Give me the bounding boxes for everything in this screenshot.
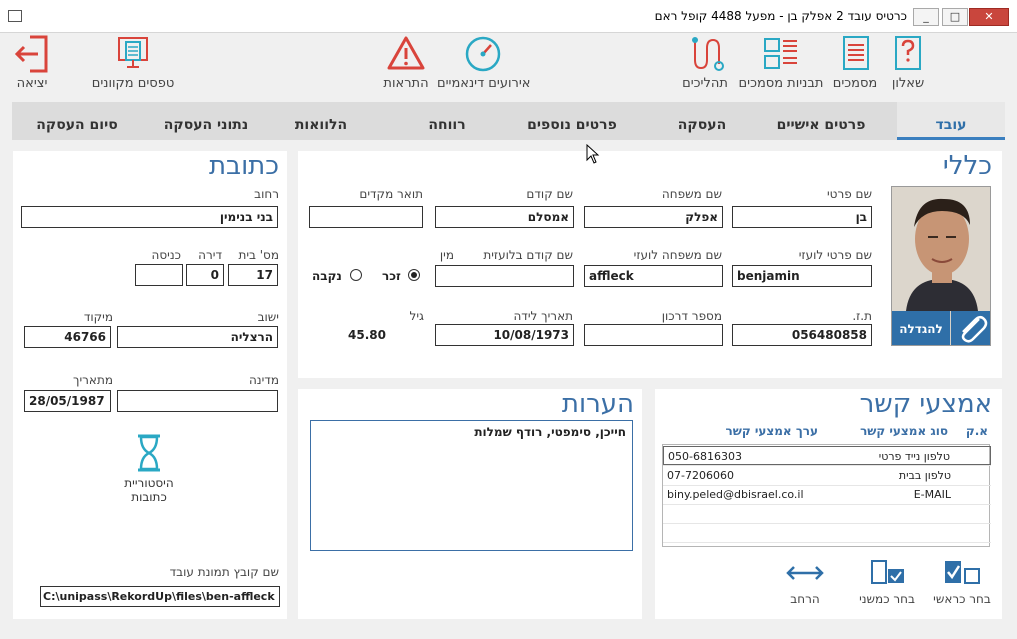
column-header-value: ערך אמצעי קשר — [725, 424, 818, 438]
tab-termination[interactable]: סיום העסקה — [36, 117, 118, 133]
alerts-button[interactable]: התראות — [381, 34, 431, 91]
minimize-button[interactable]: _ — [913, 8, 939, 26]
general-title: כללי — [942, 151, 992, 181]
tab-employee[interactable]: עובד — [897, 102, 1005, 140]
first-name-en-field[interactable]: benjamin — [732, 265, 872, 287]
title-bar — [0, 0, 1017, 33]
city-label: ישוב — [257, 310, 279, 324]
previous-name-field[interactable]: אמסלם — [435, 206, 574, 228]
house-number-label: מס' בית — [238, 248, 279, 262]
entrance-label: כניסה — [151, 248, 181, 262]
address-history-button[interactable]: היסטוריית כתובות — [109, 433, 189, 504]
photo-file-label: שם קובץ תמונת עובד — [169, 565, 279, 579]
window-title: כרטיס עובד 2 אפלק בן - מפעל 4488 קופל ראם — [654, 9, 907, 23]
checkbox-primary-icon — [941, 557, 983, 589]
notes-title: הערות — [561, 389, 634, 419]
tab-loans[interactable]: הלוואות — [294, 117, 348, 133]
apartment-label: דירה — [198, 248, 222, 262]
expand-button[interactable]: הרחב — [783, 557, 827, 606]
first-name-en-label: שם פרטי לועזי — [798, 248, 872, 262]
passport-label: מספר דרכון — [661, 309, 722, 323]
column-header-number: א.ק — [965, 424, 988, 438]
entrance-field[interactable] — [135, 264, 183, 286]
column-header-type: סוג אמצעי קשר — [860, 424, 948, 438]
contacts-title: אמצעי קשר — [859, 389, 992, 419]
country-field[interactable] — [117, 390, 278, 412]
first-name-label: שם פרטי — [826, 187, 872, 201]
tab-employment[interactable]: העסקה — [677, 117, 727, 133]
address-title: כתובת — [208, 151, 279, 181]
age-value: 45.80 — [348, 328, 386, 342]
house-number-field[interactable]: 17 — [228, 264, 278, 286]
previous-name-en-label: שם קודם בלועזית — [483, 248, 573, 262]
prefix-title-field[interactable] — [309, 206, 423, 228]
notes-textarea[interactable]: חייכן, סימפטי, רודף שמלות — [310, 420, 633, 551]
exit-button[interactable]: יציאה — [10, 34, 54, 91]
gauge-icon — [463, 34, 503, 74]
contacts-panel — [655, 389, 1002, 619]
first-name-field[interactable]: בן — [732, 206, 872, 228]
last-name-en-label: שם משפחה לועזי — [633, 248, 722, 262]
process-flow-icon — [685, 34, 725, 74]
address-panel — [13, 151, 287, 619]
table-row[interactable]: 050-6816303 טלפון נייד פרטי — [663, 446, 991, 465]
notes-panel — [298, 389, 642, 619]
warning-icon — [386, 34, 426, 74]
last-name-label: שם משפחה — [661, 187, 722, 201]
country-label: מדינה — [248, 373, 279, 387]
female-label: נקבה — [312, 269, 342, 283]
app-icon — [8, 10, 22, 22]
processes-button[interactable]: תהליכים — [678, 34, 732, 91]
close-button[interactable]: ✕ — [969, 8, 1009, 26]
last-name-en-field[interactable]: affleck — [584, 265, 723, 287]
id-number-label: ת.ז. — [852, 309, 872, 323]
exit-icon — [14, 34, 50, 74]
zip-label: מיקוד — [83, 310, 113, 324]
from-date-field[interactable]: 28/05/1987 — [24, 390, 111, 412]
female-radio[interactable] — [350, 269, 366, 285]
male-radio[interactable] — [408, 269, 424, 285]
doc-templates-button[interactable]: תבניות מסמכים — [735, 34, 827, 91]
employee-photo — [891, 186, 991, 346]
photo-file-field[interactable]: C:\unipass\RekordUp\files\ben-affleck — [40, 586, 280, 607]
previous-name-label: שם קודם — [526, 187, 573, 201]
zip-field[interactable]: 46766 — [24, 326, 111, 348]
set-primary-button[interactable]: בחר כראשי — [931, 557, 993, 606]
from-date-label: מתאריך — [73, 373, 113, 387]
last-name-field[interactable]: אפלק — [584, 206, 723, 228]
mouse-cursor-icon — [586, 144, 600, 164]
portrait-image — [892, 187, 991, 311]
general-panel — [298, 151, 1002, 378]
street-field[interactable]: בני בנימין — [21, 206, 278, 228]
paperclip-icon — [951, 311, 991, 346]
questionnaire-button[interactable]: שאלון — [888, 34, 928, 91]
maximize-button[interactable]: □ — [942, 8, 968, 26]
street-label: רחוב — [254, 187, 279, 201]
contacts-table — [662, 444, 990, 547]
tab-personal[interactable]: פרטים אישיים — [776, 117, 866, 133]
previous-name-en-field[interactable] — [435, 265, 574, 287]
question-document-icon — [888, 34, 928, 74]
male-label: זכר — [382, 269, 401, 283]
tab-employment-data[interactable]: נתוני העסקה — [163, 117, 249, 133]
age-label: גיל — [409, 309, 424, 323]
set-secondary-button[interactable]: בחר כמשני — [855, 557, 919, 606]
tab-bar — [12, 102, 1005, 140]
templates-icon — [761, 34, 801, 74]
apartment-field[interactable]: 0 — [186, 264, 224, 286]
monitor-forms-icon — [113, 34, 153, 74]
gender-label: מין — [439, 248, 454, 262]
prefix-title-label: תואר מקדים — [359, 187, 423, 201]
dynamic-events-button[interactable]: אירועים דינאמיים — [437, 34, 529, 91]
table-row[interactable]: 07-7206060 טלפון בבית — [667, 469, 951, 482]
tab-extra-details[interactable]: פרטים נוספים — [527, 117, 617, 133]
checkbox-secondary-icon — [866, 557, 908, 589]
hourglass-icon — [134, 433, 164, 473]
city-field[interactable]: הרצליה — [117, 326, 278, 348]
expand-arrows-icon — [784, 557, 826, 589]
document-icon — [835, 34, 875, 74]
attach-button[interactable] — [951, 311, 991, 346]
online-forms-button[interactable]: טפסים מקוונים — [90, 34, 176, 91]
birth-date-label: תאריך לידה — [513, 309, 573, 323]
documents-button[interactable]: מסמכים — [831, 34, 879, 91]
tab-profit[interactable]: רווחה — [428, 117, 466, 133]
passport-field[interactable] — [584, 324, 723, 346]
id-number-field[interactable]: 056480858 — [732, 324, 872, 346]
table-row[interactable]: biny.peled@dbisrael.co.il E-MAIL — [667, 488, 951, 501]
birth-date-field[interactable]: 10/08/1973 — [435, 324, 574, 346]
enlarge-photo-button[interactable]: להגדלה — [892, 311, 950, 346]
